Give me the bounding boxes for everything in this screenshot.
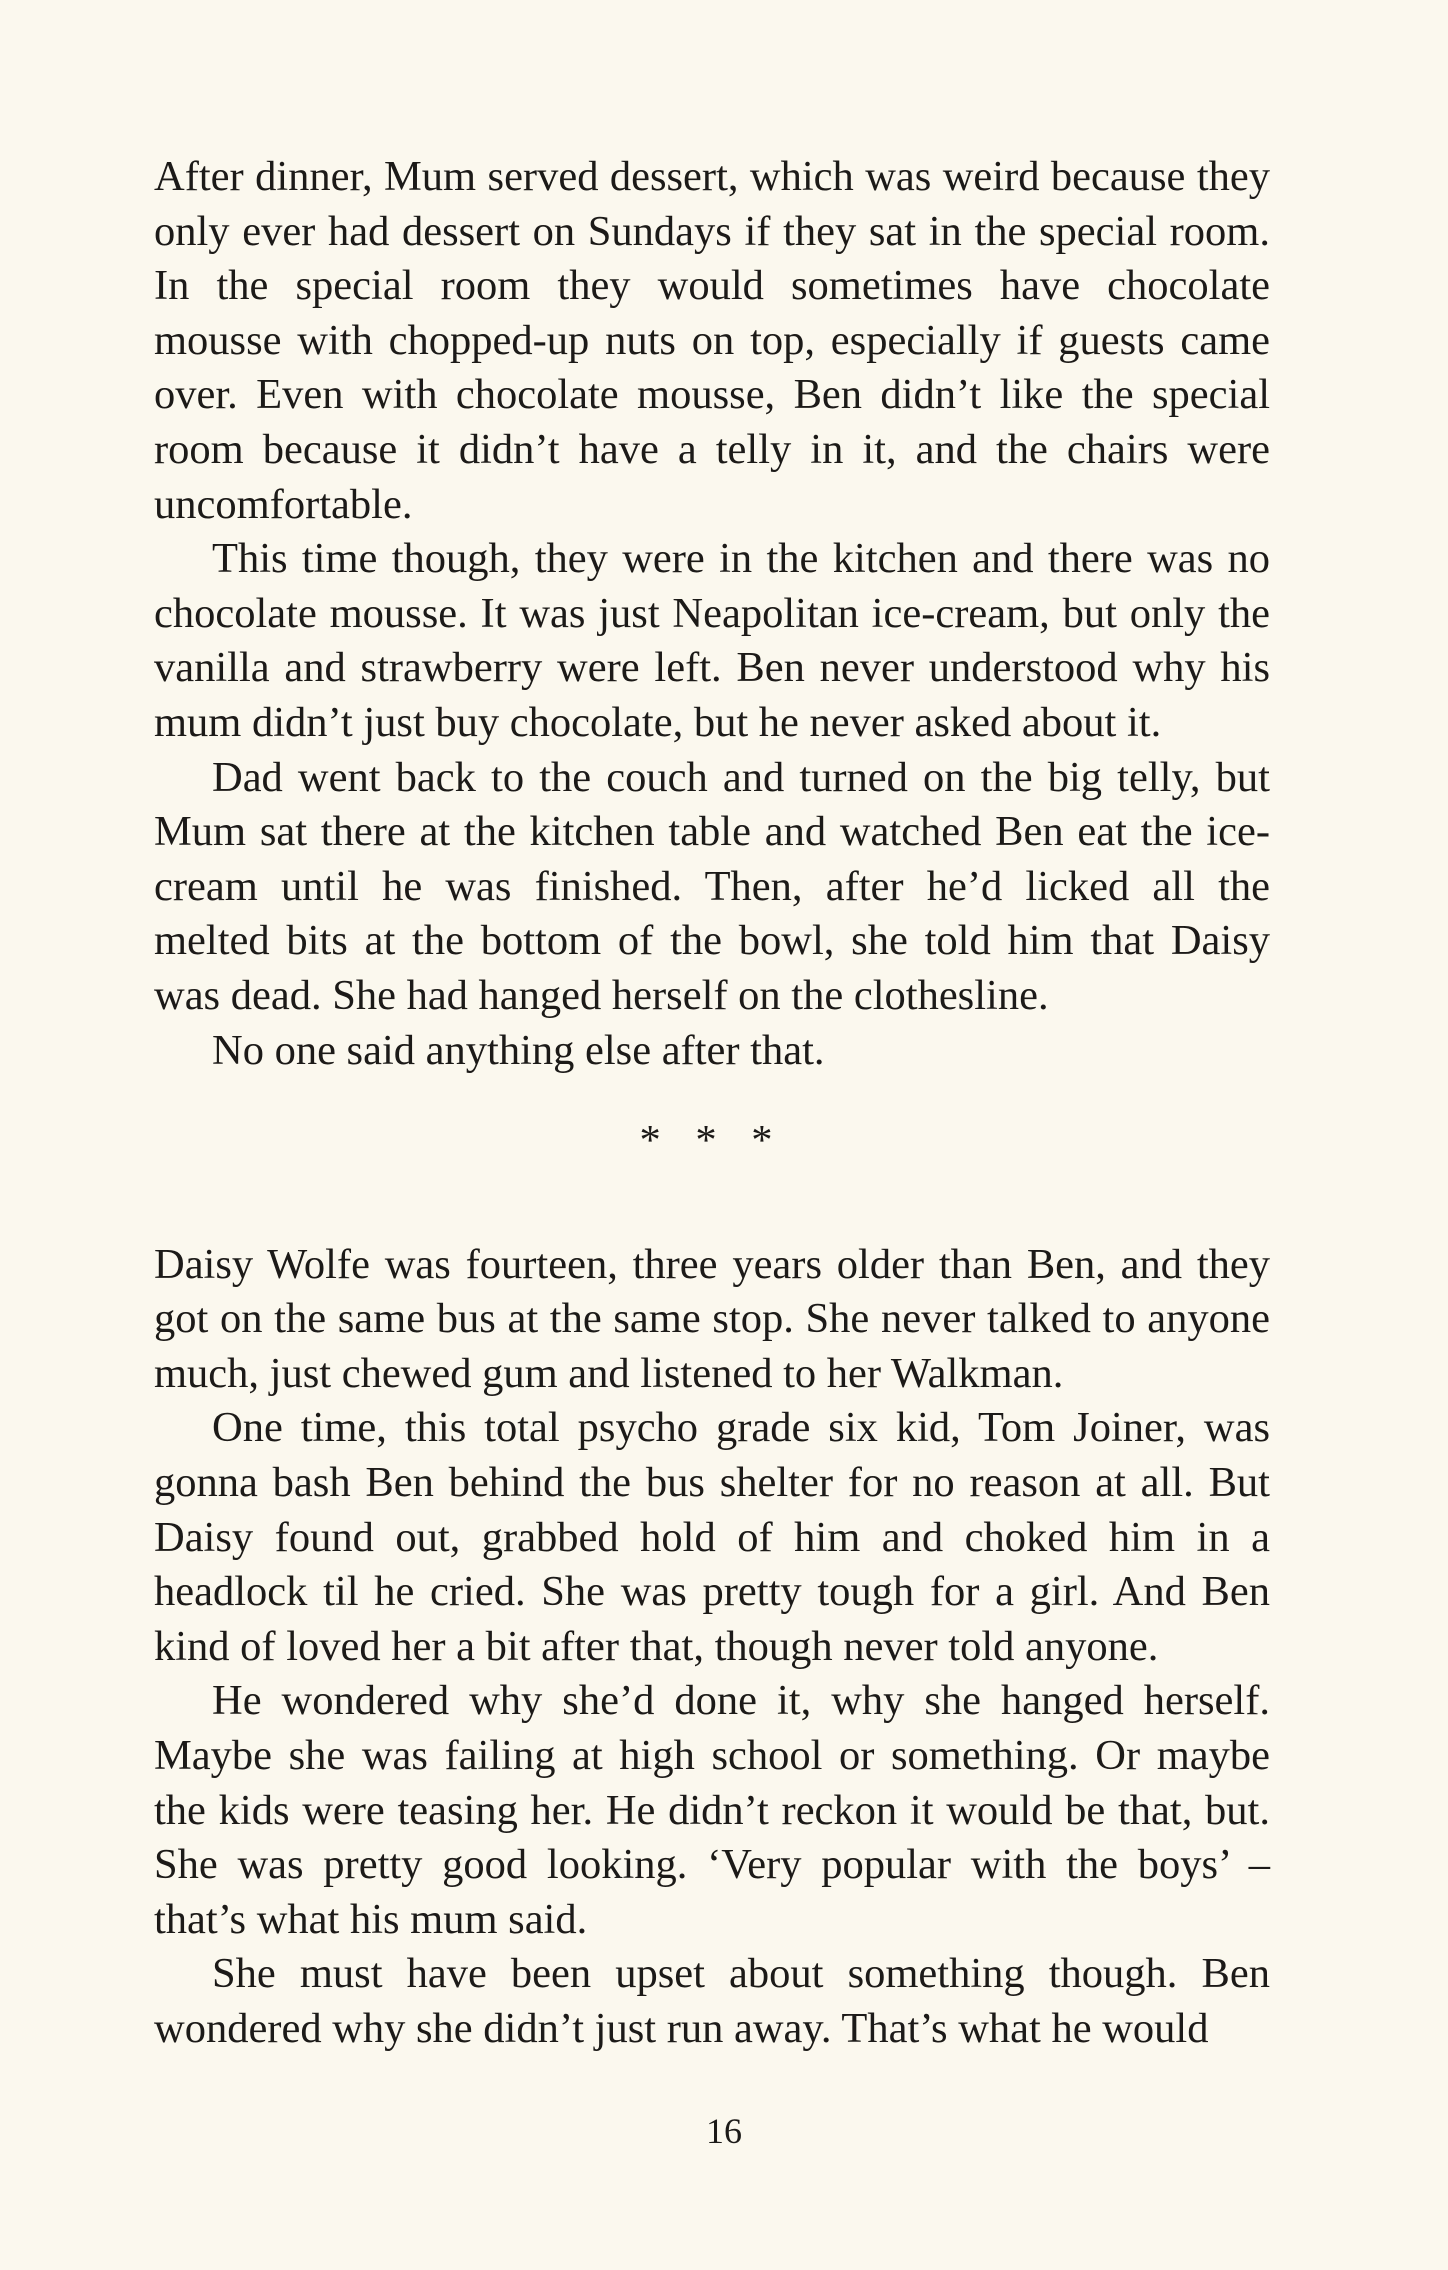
page-number: 16 bbox=[706, 2111, 742, 2151]
paragraph-daisy-wolfe: Daisy Wolfe was fourteen, three years older than Ben, and they got on the same bus at the same stop. She never talked to anyone much, just chewed gum and listened to her Walkman. bbox=[154, 1240, 1270, 1397]
book-page-body bbox=[154, 150, 1270, 2057]
paragraph-tom-joiner: One time, this total psycho grade six kid, Tom Joiner, was gonna bash Ben behind the bus shelter for no reason at all. But Daisy found out, grabbed hold of him and choked him in a headlock til he cried. She was pretty tough for a girl. And Ben kind of loved her a bit after that, though never told anyone. bbox=[154, 1404, 1270, 1670]
paragraph-why-she-did-it: He wondered why she’d done it, why she hanged herself. Maybe she was failing at high school or something. Or maybe the kids were teasing her. He didn’t reckon it would be that, but. She was pretty good looking. ‘Very popular with the boys’ – that’s what his mum said. bbox=[154, 1677, 1270, 1943]
section-break: * * * bbox=[639, 1117, 785, 1165]
paragraph-dessert: After dinner, Mum served dessert, which was weird because they only ever had dessert on Sundays if they sat in the special room. In the special room they would sometimes have chocolate mousse with chopped-up nuts on top, especially if guests came over. Even with chocolate mousse, Ben didn’t like the special room because it didn’t have a telly in it, and the chairs were uncomfortable. bbox=[154, 153, 1270, 528]
paragraph-daisy-dead: Dad went back to the couch and turned on the big telly, but Mum sat there at the kitchen table and watched Ben eat the ice-cream until he was finished. Then, after he’d licked all the melted bits at the bottom of the bowl, she told him that Daisy was dead. She had hanged herself on the clothesline. bbox=[154, 753, 1270, 1019]
paragraph-kitchen: This time though, they were in the kitchen and there was no chocolate mousse. It was just Neapolitan ice-cream, but only the vanilla and strawberry were left. Ben never understood why his mum didn’t just buy chocolate, but he never asked about it. bbox=[154, 535, 1270, 746]
paragraph-no-one-said: No one said anything else after that. bbox=[212, 1026, 825, 1074]
paragraph-run-away: She must have been upset about something though. Ben wondered why she didn’t just run away. That’s what he would bbox=[154, 1950, 1270, 2052]
